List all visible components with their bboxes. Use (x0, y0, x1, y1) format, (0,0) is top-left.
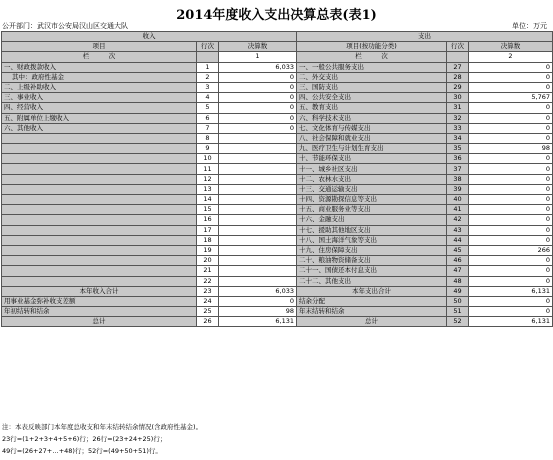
expense-item-cell: 九、医疗卫生与计划生育支出 (297, 144, 447, 154)
expense-amount-cell: 5,767 (469, 93, 553, 103)
income-item-cell: 四、经营收入 (2, 103, 197, 113)
income-rowno-cell: 4 (197, 93, 219, 103)
expense-rowno-cell: 42 (447, 215, 469, 225)
expense-amount-header: 决算数 (469, 42, 553, 52)
expense-amount-cell: 266 (469, 245, 553, 255)
expense-rowno-cell: 44 (447, 235, 469, 245)
income-item-cell: 其中：政府性基金 (2, 72, 197, 82)
table-row (2, 174, 553, 184)
expense-rowno-cell: 31 (447, 103, 469, 113)
expense-item-header: 项目(按功能分类) (297, 42, 447, 52)
expense-item-cell: 七、文化体育与传媒支出 (297, 123, 447, 133)
table-row (2, 205, 553, 215)
income-item-cell (2, 205, 197, 215)
column-index-row (2, 52, 553, 62)
income-item-cell (2, 225, 197, 235)
income-item-header: 项目 (2, 42, 197, 52)
income-rowno-cell: 2 (197, 72, 219, 82)
expense-rowno-cell: 47 (447, 266, 469, 276)
expense-item-cell: 结余分配 (297, 296, 447, 306)
expense-amount-cell: 0 (469, 215, 553, 225)
expense-item-cell: 总计 (297, 317, 447, 327)
income-amount-cell (219, 235, 297, 245)
income-item-cell (2, 154, 197, 164)
income-amount-cell (219, 154, 297, 164)
table-row (2, 286, 553, 296)
expense-col-index: 2 (469, 52, 553, 62)
income-item-cell (2, 144, 197, 154)
expense-rowno-cell: 52 (447, 317, 469, 327)
income-rowno-cell: 23 (197, 286, 219, 296)
expense-item-cell: 五、教育支出 (297, 103, 447, 113)
income-item-cell: 年初结转和结余 (2, 307, 197, 317)
expense-rowno-cell: 41 (447, 205, 469, 215)
table-row (2, 184, 553, 194)
expense-amount-cell: 0 (469, 113, 553, 123)
income-rowno-cell: 26 (197, 317, 219, 327)
income-rowno-cell: 17 (197, 225, 219, 235)
expense-amount-cell: 0 (469, 276, 553, 286)
income-rowno-cell: 14 (197, 195, 219, 205)
expense-rowno-cell: 37 (447, 164, 469, 174)
expense-amount-cell: 0 (469, 103, 553, 113)
income-amount-cell (219, 245, 297, 255)
table-row (2, 215, 553, 225)
expense-rowno-cell: 30 (447, 93, 469, 103)
income-rowno-cell: 8 (197, 133, 219, 143)
income-col-hang: 栏 次 (2, 52, 197, 62)
expense-rowno-cell: 50 (447, 296, 469, 306)
expense-rowno-cell: 29 (447, 82, 469, 92)
income-rowno-cell: 9 (197, 144, 219, 154)
table-row (2, 113, 553, 123)
expense-item-cell: 十六、金融支出 (297, 215, 447, 225)
expense-amount-cell: 6,131 (469, 317, 553, 327)
income-rowno-cell: 15 (197, 205, 219, 215)
income-item-cell: 三、事业收入 (2, 93, 197, 103)
expense-amount-cell: 0 (469, 184, 553, 194)
expense-amount-cell: 0 (469, 123, 553, 133)
table-row (2, 266, 553, 276)
expense-rowno-blank (447, 52, 469, 62)
expense-rowno-cell: 38 (447, 174, 469, 184)
income-item-cell: 一、财政拨款收入 (2, 62, 197, 72)
income-amount-header: 决算数 (219, 42, 297, 52)
table-row (2, 123, 553, 133)
income-rowno-cell: 18 (197, 235, 219, 245)
table-row (2, 72, 553, 82)
income-amount-cell: 0 (219, 93, 297, 103)
note-line: 23行=(1+2+3+4+5+6)行；26行=(23+24+25)行； (2, 435, 167, 443)
table-row (2, 164, 553, 174)
income-amount-cell (219, 164, 297, 174)
income-section-header: 收入 (2, 32, 297, 42)
expense-rowno-cell: 36 (447, 154, 469, 164)
income-amount-cell: 6,033 (219, 286, 297, 296)
table-row (2, 144, 553, 154)
expense-rowno-cell: 33 (447, 123, 469, 133)
income-item-cell (2, 184, 197, 194)
income-amount-cell (219, 256, 297, 266)
expense-amount-cell: 0 (469, 235, 553, 245)
table-row (2, 317, 553, 327)
expense-rowno-cell: 32 (447, 113, 469, 123)
income-rowno-cell: 3 (197, 82, 219, 92)
income-rowno-cell: 16 (197, 215, 219, 225)
note-line: 49行=(26+27+…+48)行；52行=(49+50+51)行。 (2, 447, 162, 455)
section-header-row (2, 32, 553, 42)
income-item-cell (2, 276, 197, 286)
income-amount-cell (219, 133, 297, 143)
expense-amount-cell: 0 (469, 174, 553, 184)
income-item-cell (2, 266, 197, 276)
income-rowno-cell: 22 (197, 276, 219, 286)
org-name: 公开部门：武汉市公安局汉山区交通大队 (2, 22, 128, 30)
expense-section-header: 支出 (297, 32, 553, 42)
expense-item-cell: 十三、交通运输支出 (297, 184, 447, 194)
income-amount-cell (219, 174, 297, 184)
expense-rowno-cell: 49 (447, 286, 469, 296)
income-amount-cell (219, 205, 297, 215)
table-row (2, 235, 553, 245)
expense-rowno-cell: 43 (447, 225, 469, 235)
table-row (2, 245, 553, 255)
income-item-cell (2, 133, 197, 143)
income-amount-cell: 0 (219, 82, 297, 92)
income-rowno-cell: 12 (197, 174, 219, 184)
income-rowno-cell: 5 (197, 103, 219, 113)
expense-amount-cell: 0 (469, 266, 553, 276)
expense-item-cell: 十八、国土海洋气象等支出 (297, 235, 447, 245)
income-item-cell (2, 245, 197, 255)
income-amount-cell: 98 (219, 307, 297, 317)
expense-amount-cell: 98 (469, 144, 553, 154)
table-row (2, 195, 553, 205)
table-row (2, 133, 553, 143)
income-item-cell: 用事业基金弥补收支差额 (2, 296, 197, 306)
table-row (2, 225, 553, 235)
income-col-index: 1 (219, 52, 297, 62)
income-amount-cell (219, 195, 297, 205)
table-row (2, 307, 553, 317)
expense-item-cell: 十、节能环保支出 (297, 154, 447, 164)
income-rowno-cell: 6 (197, 113, 219, 123)
expense-amount-cell: 0 (469, 164, 553, 174)
table-row (2, 276, 553, 286)
expense-amount-cell: 0 (469, 225, 553, 235)
income-rowno-cell: 10 (197, 154, 219, 164)
table-row (2, 103, 553, 113)
budget-table (1, 31, 553, 327)
income-amount-cell: 0 (219, 113, 297, 123)
income-rowno-cell: 11 (197, 164, 219, 174)
expense-amount-cell: 0 (469, 205, 553, 215)
income-item-cell: 本年收入合计 (2, 286, 197, 296)
income-rowno-cell: 24 (197, 296, 219, 306)
income-amount-cell: 0 (219, 72, 297, 82)
expense-amount-cell: 6,131 (469, 286, 553, 296)
income-item-cell (2, 215, 197, 225)
expense-amount-cell: 0 (469, 62, 553, 72)
expense-item-cell: 十七、援助其他地区支出 (297, 225, 447, 235)
expense-amount-cell: 0 (469, 82, 553, 92)
expense-item-cell: 八、社会保障和就业支出 (297, 133, 447, 143)
expense-col-hang: 栏 次 (297, 52, 447, 62)
expense-amount-cell: 0 (469, 256, 553, 266)
income-rowno-blank (197, 52, 219, 62)
income-item-cell (2, 164, 197, 174)
income-item-cell (2, 235, 197, 245)
expense-item-cell: 十九、住房保障支出 (297, 245, 447, 255)
expense-item-cell: 年末结转和结余 (297, 307, 447, 317)
page-title: 2014年度收入支出决算总表(表1) (176, 8, 377, 23)
expense-item-cell: 六、科学技术支出 (297, 113, 447, 123)
income-amount-cell: 0 (219, 123, 297, 133)
expense-amount-cell: 0 (469, 296, 553, 306)
income-amount-cell (219, 215, 297, 225)
expense-rowno-cell: 40 (447, 195, 469, 205)
income-amount-cell (219, 266, 297, 276)
expense-item-cell: 十一、城乡社区支出 (297, 164, 447, 174)
income-item-cell: 六、其他收入 (2, 123, 197, 133)
column-header-row (2, 42, 553, 52)
table-row (2, 256, 553, 266)
income-item-cell: 五、附属单位上缴收入 (2, 113, 197, 123)
income-amount-cell (219, 276, 297, 286)
expense-rowno-cell: 48 (447, 276, 469, 286)
income-item-cell: 总计 (2, 317, 197, 327)
table-row (2, 62, 553, 72)
expense-item-cell: 二十一、国债还本付息支出 (297, 266, 447, 276)
income-rowno-cell: 13 (197, 184, 219, 194)
notes (2, 421, 202, 457)
expense-amount-cell: 0 (469, 154, 553, 164)
expense-rowno-header: 行次 (447, 42, 469, 52)
income-rowno-cell: 20 (197, 256, 219, 266)
expense-item-cell: 十四、资源勘探信息等支出 (297, 195, 447, 205)
income-rowno-header: 行次 (197, 42, 219, 52)
expense-rowno-cell: 39 (447, 184, 469, 194)
table-row (2, 296, 553, 306)
expense-item-cell: 十二、农林水支出 (297, 174, 447, 184)
income-rowno-cell: 7 (197, 123, 219, 133)
unit-label: 单位：万元 (512, 22, 547, 30)
income-item-cell: 二、上级补助收入 (2, 82, 197, 92)
expense-item-cell: 二十、粮油物资储备支出 (297, 256, 447, 266)
expense-rowno-cell: 35 (447, 144, 469, 154)
expense-item-cell: 一、一般公共服务支出 (297, 62, 447, 72)
income-amount-cell: 0 (219, 296, 297, 306)
income-amount-cell (219, 184, 297, 194)
expense-rowno-cell: 45 (447, 245, 469, 255)
expense-item-cell: 二十二、其他支出 (297, 276, 447, 286)
expense-amount-cell: 0 (469, 307, 553, 317)
expense-rowno-cell: 28 (447, 72, 469, 82)
income-item-cell (2, 195, 197, 205)
income-rowno-cell: 25 (197, 307, 219, 317)
expense-item-cell: 二、外交支出 (297, 72, 447, 82)
expense-rowno-cell: 34 (447, 133, 469, 143)
income-amount-cell: 0 (219, 103, 297, 113)
expense-amount-cell: 0 (469, 72, 553, 82)
income-amount-cell (219, 225, 297, 235)
table-row (2, 93, 553, 103)
income-item-cell (2, 256, 197, 266)
income-amount-cell (219, 144, 297, 154)
expense-item-cell: 十五、商业服务业等支出 (297, 205, 447, 215)
expense-rowno-cell: 51 (447, 307, 469, 317)
expense-item-cell: 四、公共安全支出 (297, 93, 447, 103)
expense-item-cell: 本年支出合计 (297, 286, 447, 296)
note-line: 注：本表反映部门本年度总收支和年末结转结余情况(含政府性基金)。 (2, 423, 203, 431)
expense-item-cell: 三、国防支出 (297, 82, 447, 92)
table-row (2, 154, 553, 164)
income-rowno-cell: 21 (197, 266, 219, 276)
income-rowno-cell: 1 (197, 62, 219, 72)
income-item-cell (2, 174, 197, 184)
expense-rowno-cell: 46 (447, 256, 469, 266)
expense-amount-cell: 0 (469, 195, 553, 205)
expense-rowno-cell: 27 (447, 62, 469, 72)
expense-amount-cell: 0 (469, 133, 553, 143)
income-amount-cell: 6,033 (219, 62, 297, 72)
income-rowno-cell: 19 (197, 245, 219, 255)
table-row (2, 82, 553, 92)
income-amount-cell: 6,131 (219, 317, 297, 327)
